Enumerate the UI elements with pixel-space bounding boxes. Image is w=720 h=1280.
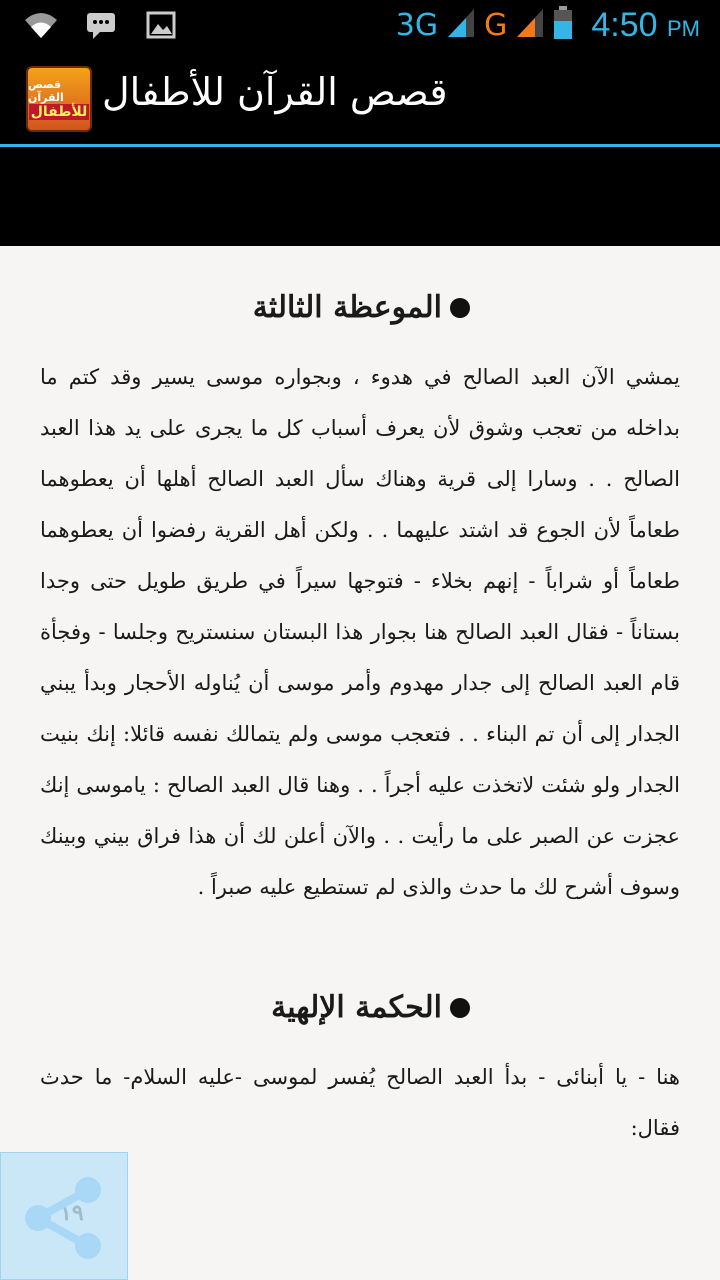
action-bar-divider (0, 144, 720, 147)
battery-icon (553, 6, 573, 44)
bullet-icon (450, 998, 470, 1018)
app-title: قصص القرآن للأطفال (102, 70, 448, 114)
section-heading-1-text: الموعظة الثالثة (252, 290, 442, 325)
signal-icon (446, 7, 476, 43)
clock-time: 4:50 (591, 5, 658, 44)
app-logo-line2: للأطفال (30, 104, 88, 120)
section-heading-1 (253, 290, 470, 325)
wifi-icon (22, 8, 60, 42)
section-heading-2 (271, 990, 470, 1025)
action-bar (0, 50, 720, 144)
clock-ampm: PM (667, 15, 700, 41)
network-3g-label: 3G (395, 7, 439, 43)
signal-icon-2 (515, 7, 545, 43)
section-2-paragraph: هنا - يا أبنائى - بدأ العبد الصالح يُفسر لموسى -عليه السلام- ما حدث فقال: (40, 1065, 680, 1140)
message-icon (82, 8, 120, 42)
share-icon (16, 1168, 112, 1264)
app-logo-icon[interactable] (26, 66, 92, 132)
bullet-icon (450, 298, 470, 318)
network-g-label: G (484, 7, 508, 43)
status-bar (0, 0, 720, 50)
section-heading-2-text: الحكمة الإلهية (271, 990, 442, 1025)
image-icon (142, 8, 180, 42)
section-1-paragraph: يمشي الآن العبد الصالح في هدوء ، وبجواره موسى يسير وقد كتم ما بداخله من تعجب وشوق لأن يعرف أسباب كل ما يجرى على يد هذا العبد الصالح . . وسارا إلى قرية وهناك سأل العبد الصالح أهلها أن يعطوهما طعاماً لأن الجوع قد اشتد عليهما . . ولكن أهل القرية رفضوا أن يعطوهما طعاماً أو شراباً - إنهم بخلاء - فتوجها سيراً في طريق طويل حتى وجدا بستاناً - فقال العبد الصالح هنا بجوار هذا البستان سنستريح وجلسا - وفجأة قام العبد الصالح إلى جدار مهدوم وأمر موسى أن يُناوله الأحجار وبدأ يبني الجدار إلى أن تم البناء . . فتعجب موسى ولم يتمالك نفسه قائلا: إنك بنيت الجدار ولو شئت لاتخذت عليه أجراً . . وهنا قال العبد الصالح : ياموسى إنك عجزت عن الصبر على ما رأيت . . والآن أعلن لك أن هذا فراق بيني وبينك وسوف أشرح لك ما حدث والذى لم تستطيع عليه صبراً . (40, 365, 680, 899)
clock (591, 6, 700, 45)
book-page[interactable] (0, 246, 720, 1280)
share-button[interactable] (0, 1152, 128, 1280)
app-logo-line1: قصص القرآن (28, 78, 64, 104)
